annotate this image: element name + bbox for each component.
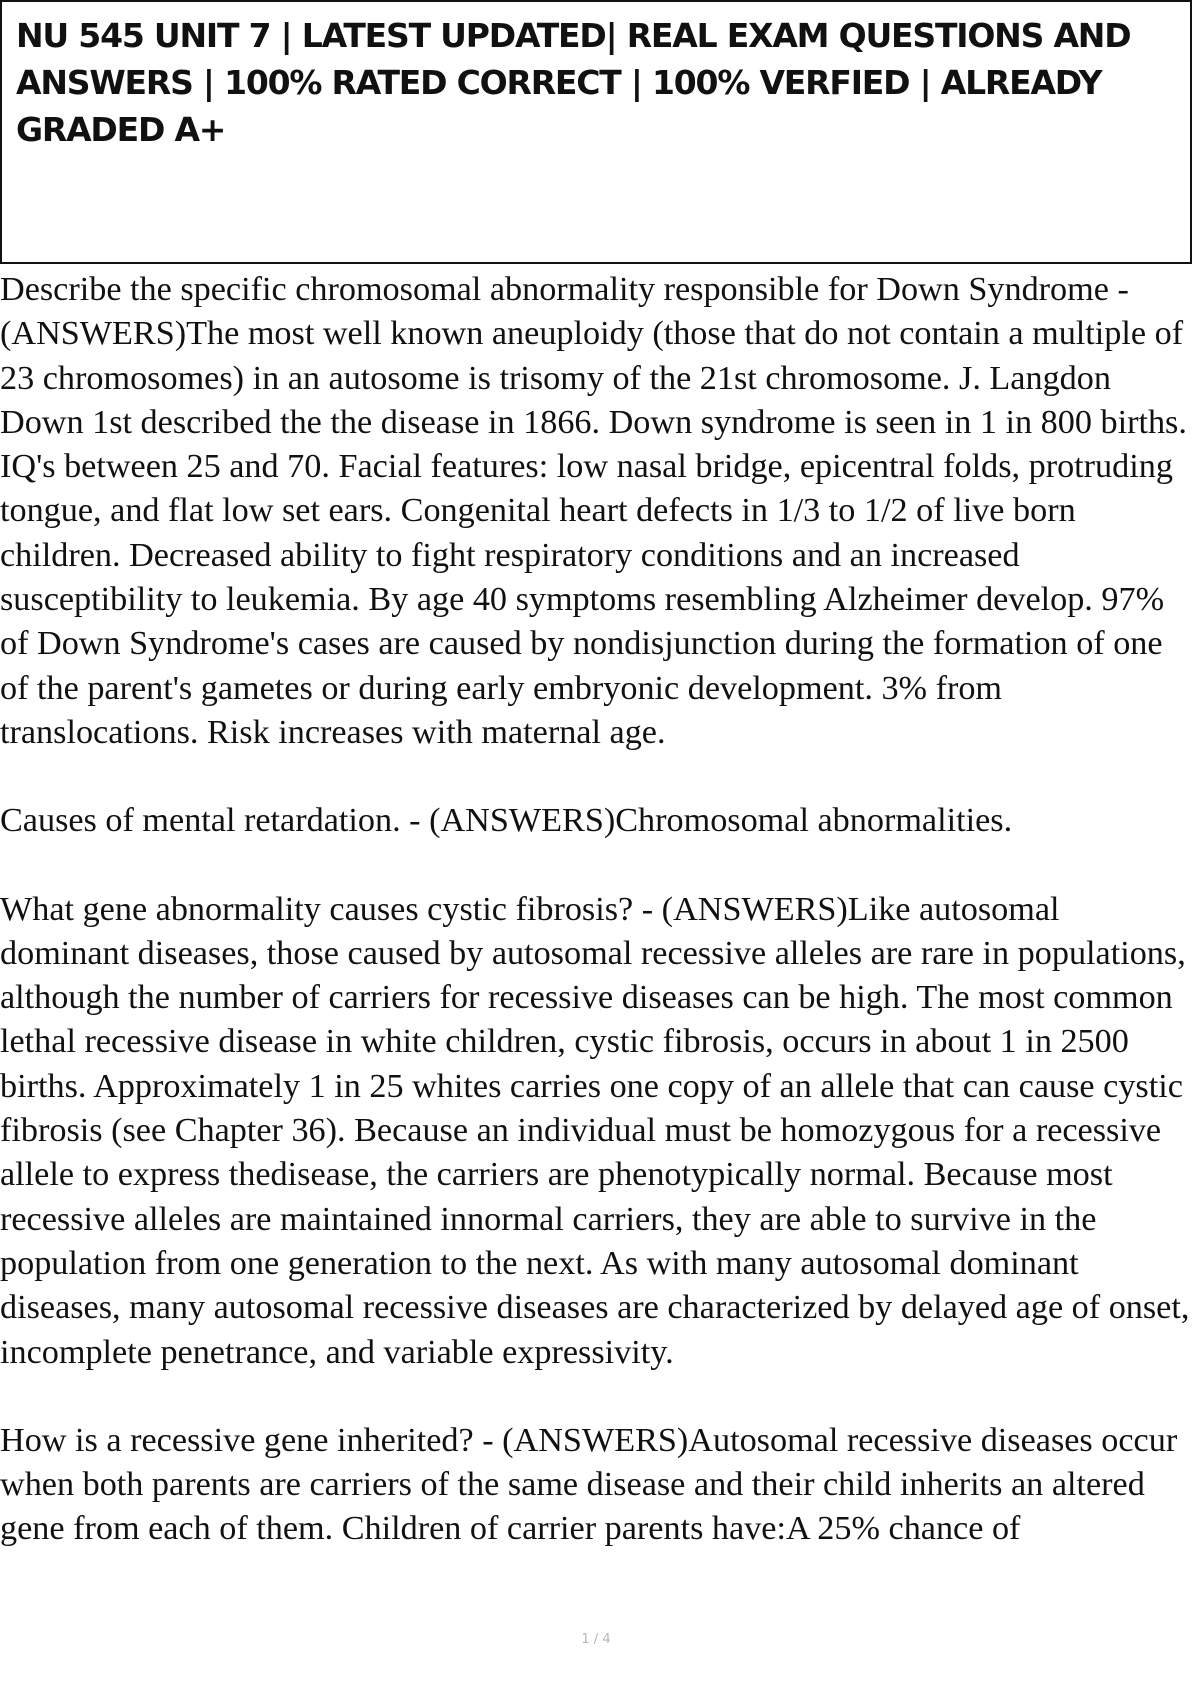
document-title-box	[0, 0, 1192, 264]
page-number: 1 / 4	[581, 1632, 611, 1647]
document-title: NU 545 UNIT 7 | LATEST UPDATED| REAL EXAM QUESTIONS AND ANSWERS | 100% RATED CORRECT | 100% VERFIED | ALREADY GRADED A+	[16, 16, 1131, 149]
document-body	[0, 268, 1196, 1596]
qa-item-mental-retardation: Causes of mental retardation. - (ANSWERS)Chromosomal abnormalities.	[0, 802, 1013, 840]
qa-item-cystic-fibrosis: What gene abnormality causes cystic fibrosis? - (ANSWERS)Like autosomal dominant diseases, those caused by autosomal recessive alleles are rare in populations, although the number of carriers for recessive diseases can be high. The most common lethal recessive disease in white children, cystic fibrosis, occurs in about 1 in 2500 births. Approximately 1 in 25 whites carries one copy of an allele that can cause cystic fibrosis (see Chapter 36). Because an individual must be homozygous for a recessive allele to express thedisease, the carriers are phenotypically normal. Because most recessive alleles are maintained innormal carriers, they are able to survive in the population from one generation to the next. As with many autosomal dominant diseases, many autosomal recessive diseases are characterized by delayed age of onset, incomplete penetrance, and variable expressivity.	[0, 890, 1190, 1371]
qa-item-down-syndrome: Describe the specific chromosomal abnormality responsible for Down Syndrome - (ANSWERS)The most well known aneuploidy (those that do not contain a multiple of 23 chromosomes) in an autosome is trisomy of the 21st chromosome. J. Langdon Down 1st described the the disease in 1866. Down syndrome is seen in 1 in 800 births. IQ's between 25 and 70. Facial features: low nasal bridge, epicentral folds, protruding tongue, and flat low set ears. Congenital heart defects in 1/3 to 1/2 of live born children. Decreased ability to fight respiratory conditions and an increased susceptibility to leukemia. By age 40 symptoms resembling Alzheimer develop. 97% of Down Syndrome's cases are caused by nondisjunction during the formation of one of the parent's gametes or during early embryonic development. 3% from translocations. Risk increases with maternal age.	[0, 271, 1187, 751]
qa-item-recessive-inheritance: How is a recessive gene inherited? - (ANSWERS)Autosomal recessive diseases occur when both parents are carriers of the same disease and their child inherits an altered gene from each of them. Children of carrier parents have:A 25% chance of	[0, 1421, 1178, 1548]
